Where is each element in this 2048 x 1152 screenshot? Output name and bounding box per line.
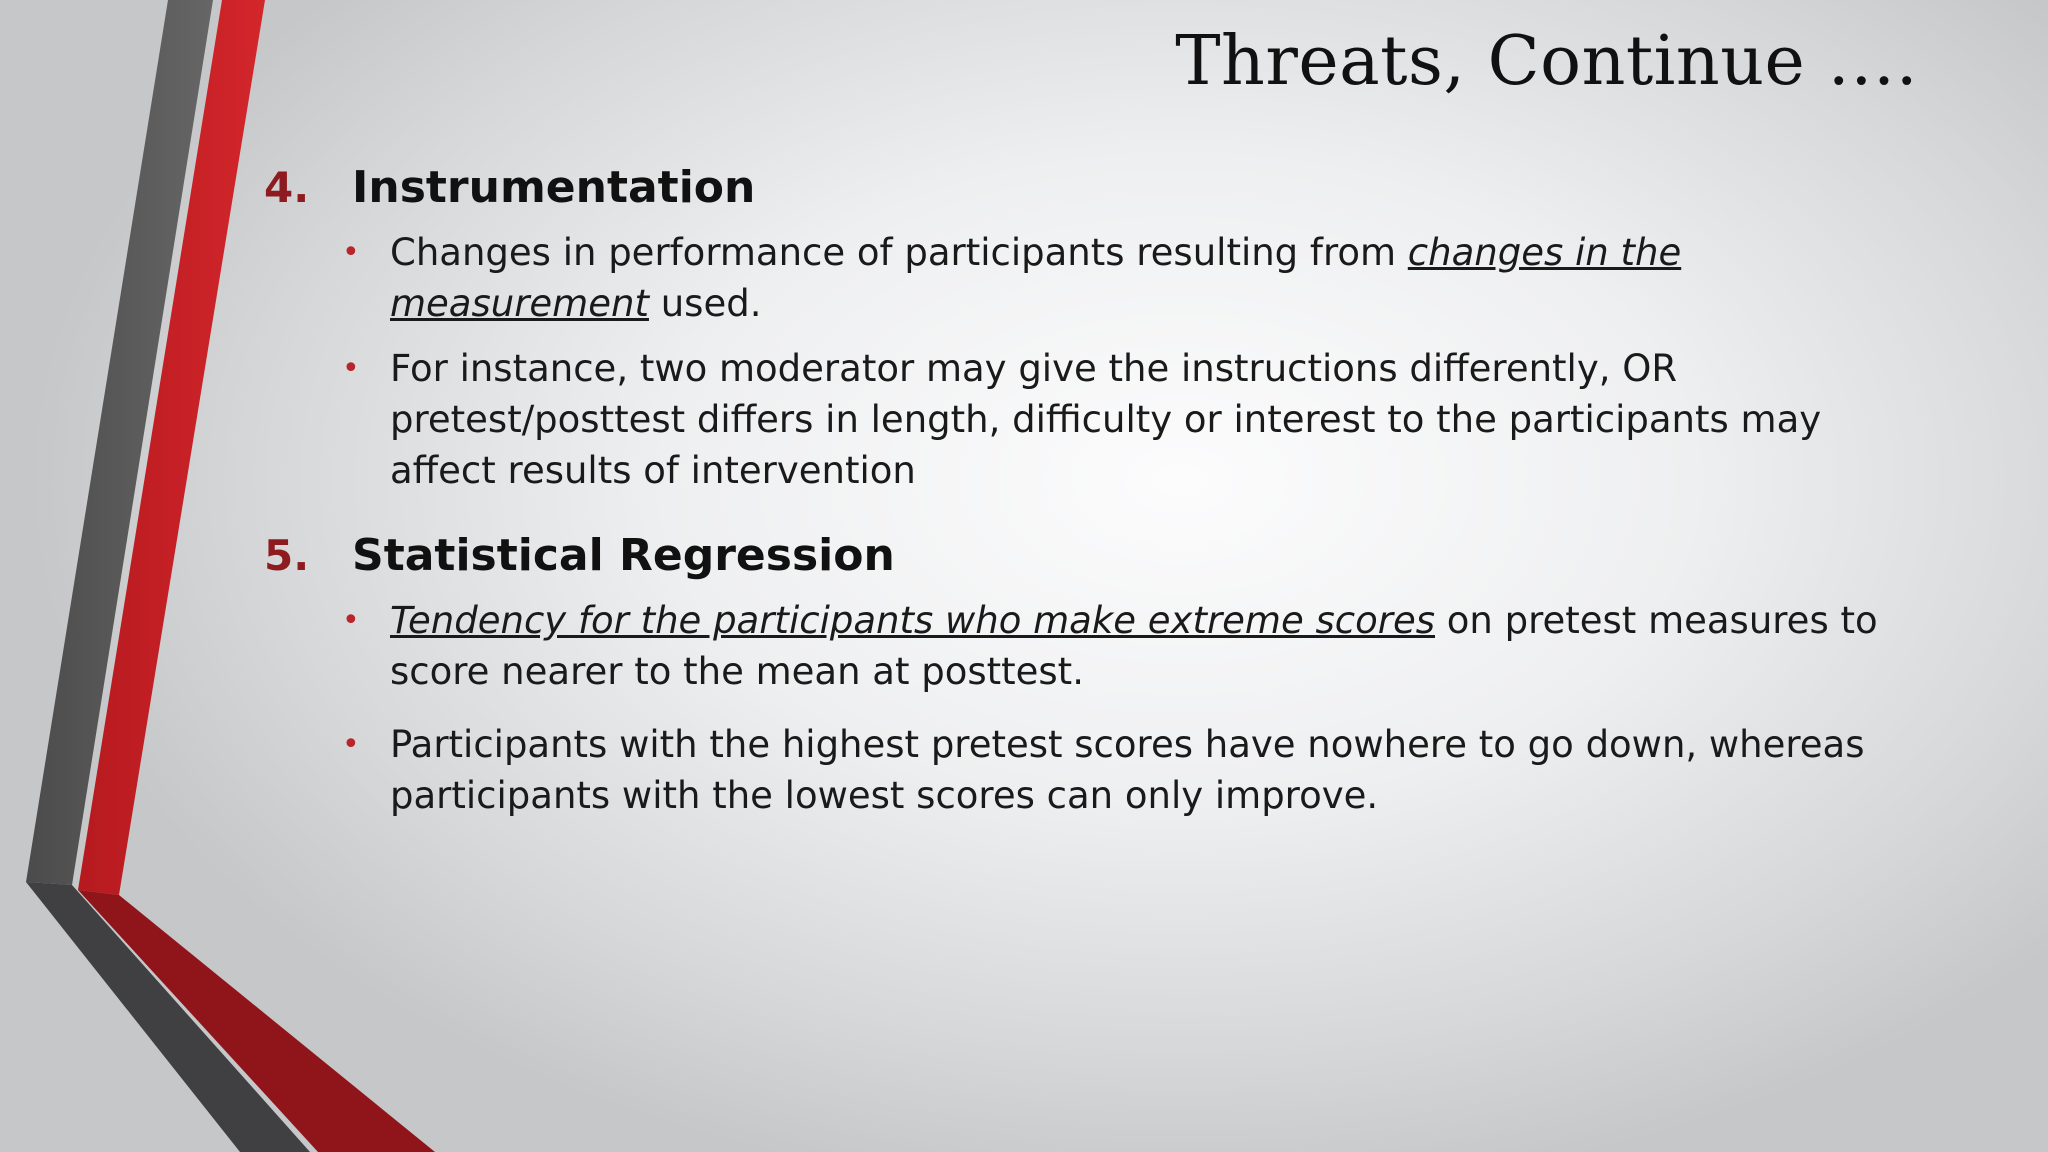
section-instrumentation	[264, 162, 1904, 496]
section-title: Instrumentation	[352, 162, 756, 213]
bullet-text: used.	[648, 282, 762, 325]
section-heading	[264, 530, 1904, 581]
bullet-dot: •	[342, 351, 360, 386]
section-number: 5.	[264, 531, 310, 580]
bullet-text: For instance, two moderator may give the instructions differently, OR pretest/posttest differs in length, difficulty or interest to the participants may affect results of intervention	[390, 347, 1822, 492]
bullet-dot: •	[342, 235, 360, 270]
bullet-list	[264, 227, 1904, 496]
bullet-dot: •	[342, 603, 360, 638]
section-heading	[264, 162, 1904, 213]
emphasized-text: Tendency for the participants who make extreme scores	[390, 599, 1435, 642]
bullet-text: on pretest measures to score nearer to the mean at posttest.	[390, 599, 1878, 693]
bullet-list	[264, 595, 1904, 821]
emphasized-text: changes in the measurement	[390, 231, 1682, 325]
bullet-item	[264, 595, 1904, 697]
section-statistical-regression	[264, 530, 1904, 821]
slide-title: Threats, Continue ….	[1175, 22, 1918, 101]
bullet-dot: •	[342, 727, 360, 762]
section-number: 4.	[264, 163, 310, 212]
bullet-item	[264, 227, 1904, 329]
bullet-item	[264, 343, 1904, 496]
section-title: Statistical Regression	[352, 530, 895, 581]
bullet-text: Participants with the highest pretest scores have nowhere to go down, whereas participants with the lowest scores can only improve.	[390, 723, 1865, 817]
bullet-text: Changes in performance of participants resulting from	[390, 231, 1408, 274]
bullet-item	[264, 719, 1904, 821]
